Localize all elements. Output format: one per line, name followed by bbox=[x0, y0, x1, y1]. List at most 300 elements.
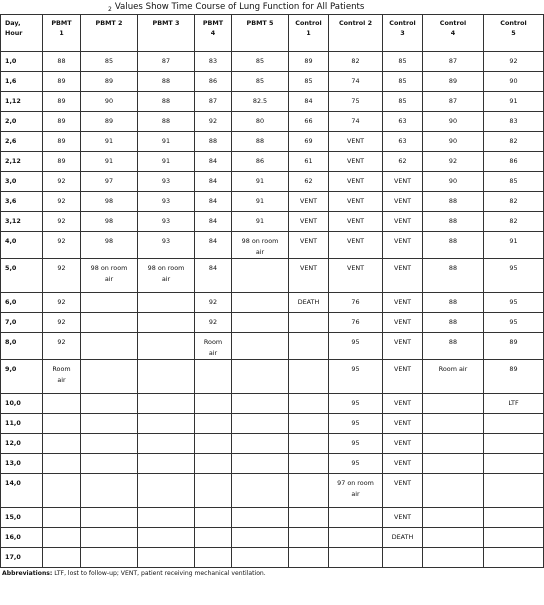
cell-line: 13,0 bbox=[5, 459, 21, 467]
cell-line: 15,0 bbox=[5, 513, 21, 521]
cell-line: 89 bbox=[509, 338, 518, 346]
table-cell bbox=[383, 52, 423, 72]
table-row bbox=[1, 454, 544, 474]
cell-line: Control bbox=[500, 19, 527, 27]
table-cell bbox=[329, 212, 383, 232]
table-cell bbox=[484, 360, 544, 394]
cell-line: 88 bbox=[448, 338, 458, 346]
table-cell bbox=[232, 414, 289, 434]
table-cell bbox=[81, 454, 138, 474]
cell-line: 4 bbox=[450, 29, 456, 37]
table-cell bbox=[195, 508, 232, 528]
cell-line: 89 bbox=[448, 77, 458, 85]
table-cell bbox=[232, 508, 289, 528]
table-cell bbox=[195, 474, 232, 508]
column-header bbox=[43, 15, 81, 52]
cell-line: 1 bbox=[59, 29, 64, 37]
column-header bbox=[81, 15, 138, 52]
table-cell bbox=[138, 414, 195, 434]
table-cell bbox=[43, 293, 81, 313]
table-cell bbox=[138, 132, 195, 152]
table-cell bbox=[484, 52, 544, 72]
day-hour-cell bbox=[1, 360, 43, 394]
table-cell bbox=[43, 528, 81, 548]
table-cell bbox=[138, 52, 195, 72]
cell-line: 88 bbox=[57, 57, 66, 65]
cell-line: 2,12 bbox=[5, 157, 21, 165]
table-cell bbox=[329, 548, 383, 568]
table-cell bbox=[423, 414, 484, 434]
cell-line: 5 bbox=[511, 29, 516, 37]
table-cell bbox=[43, 394, 81, 414]
table-cell bbox=[329, 232, 383, 259]
table-cell bbox=[423, 293, 484, 313]
cell-line: 63 bbox=[398, 137, 407, 145]
table-cell bbox=[232, 92, 289, 112]
table-cell bbox=[138, 112, 195, 132]
cell-line: VENT bbox=[346, 264, 365, 272]
cell-line: VENT bbox=[393, 439, 412, 447]
cell-line: 10,0 bbox=[5, 399, 21, 407]
table-cell bbox=[138, 293, 195, 313]
cell-line: VENT bbox=[393, 365, 412, 373]
table-cell bbox=[484, 333, 544, 360]
cell-line: 88 bbox=[255, 137, 265, 145]
cell-line: 91 bbox=[509, 237, 518, 245]
table-cell bbox=[423, 52, 484, 72]
table-cell bbox=[484, 132, 544, 152]
table-cell bbox=[138, 333, 195, 360]
cell-line: 76 bbox=[351, 298, 360, 306]
table-cell bbox=[43, 152, 81, 172]
table-cell bbox=[195, 72, 232, 92]
cell-line: 84 bbox=[208, 197, 218, 205]
table-cell bbox=[329, 192, 383, 212]
table-cell bbox=[232, 474, 289, 508]
table-cell bbox=[232, 232, 289, 259]
cell-line: 89 bbox=[104, 117, 114, 125]
table-row bbox=[1, 508, 544, 528]
footnote-label: Abbreviations: bbox=[2, 570, 53, 577]
cell-line: 63 bbox=[398, 117, 407, 125]
cell-line: 92 bbox=[57, 197, 66, 205]
cell-line: DEATH bbox=[391, 533, 414, 541]
table-cell bbox=[329, 172, 383, 192]
table-cell bbox=[195, 360, 232, 394]
table-cell bbox=[138, 72, 195, 92]
cell-line: 7,0 bbox=[5, 318, 17, 326]
table-cell bbox=[329, 293, 383, 313]
cell-line: 82.5 bbox=[252, 97, 268, 105]
table-cell bbox=[329, 52, 383, 72]
cell-line: 86 bbox=[255, 157, 265, 165]
cell-line: 4 bbox=[210, 29, 216, 37]
table-cell bbox=[329, 92, 383, 112]
table-cell bbox=[329, 414, 383, 434]
table-cell bbox=[232, 333, 289, 360]
cell-line: 90 bbox=[448, 117, 458, 125]
cell-line: 98 on room bbox=[241, 237, 279, 245]
cell-line: 88 bbox=[161, 117, 171, 125]
table-cell bbox=[484, 454, 544, 474]
cell-line: Day, bbox=[5, 19, 21, 27]
cell-line: 1,6 bbox=[5, 77, 17, 85]
cell-line: VENT bbox=[393, 264, 412, 272]
table-cell bbox=[232, 112, 289, 132]
table-cell bbox=[195, 192, 232, 212]
cell-line: 80 bbox=[255, 117, 265, 125]
cell-line: 93 bbox=[161, 197, 171, 205]
cell-line: 3,12 bbox=[5, 217, 21, 225]
table-cell bbox=[195, 132, 232, 152]
cell-line: 85 bbox=[255, 77, 265, 85]
table-cell bbox=[289, 333, 329, 360]
cell-line: 1 bbox=[306, 29, 311, 37]
cell-line: 86 bbox=[509, 157, 518, 165]
cell-line: 92 bbox=[57, 338, 66, 346]
cell-line: 88 bbox=[161, 77, 171, 85]
table-cell bbox=[195, 528, 232, 548]
cell-line: Control bbox=[389, 19, 416, 27]
table-cell bbox=[81, 72, 138, 92]
day-hour-cell bbox=[1, 508, 43, 528]
table-cell bbox=[484, 92, 544, 112]
cell-line: VENT bbox=[346, 177, 365, 185]
table-cell bbox=[484, 112, 544, 132]
cell-line: 3 bbox=[400, 29, 405, 37]
table-cell bbox=[81, 52, 138, 72]
cell-line: 91 bbox=[509, 97, 518, 105]
table-cell bbox=[383, 548, 423, 568]
day-hour-cell bbox=[1, 333, 43, 360]
table-cell bbox=[423, 212, 484, 232]
table-cell bbox=[329, 72, 383, 92]
table-cell bbox=[232, 454, 289, 474]
table-cell bbox=[423, 72, 484, 92]
table-cell bbox=[383, 172, 423, 192]
lung-function-table bbox=[0, 14, 544, 568]
cell-line: 95 bbox=[351, 419, 360, 427]
cell-line: VENT bbox=[393, 513, 412, 521]
cell-line: 95 bbox=[509, 264, 518, 272]
cell-line: 12,0 bbox=[5, 439, 21, 447]
table-cell bbox=[81, 92, 138, 112]
cell-line: Control bbox=[439, 19, 467, 27]
table-row bbox=[1, 333, 544, 360]
cell-line: 90 bbox=[104, 97, 114, 105]
cell-line: VENT bbox=[393, 177, 412, 185]
table-cell bbox=[289, 454, 329, 474]
table-cell bbox=[232, 52, 289, 72]
cell-line: 14,0 bbox=[5, 479, 21, 487]
day-hour-cell bbox=[1, 72, 43, 92]
table-cell bbox=[195, 112, 232, 132]
cell-line: 89 bbox=[57, 157, 66, 165]
table-cell bbox=[289, 528, 329, 548]
cell-line: 92 bbox=[57, 264, 66, 272]
day-hour-cell bbox=[1, 434, 43, 454]
cell-line: air bbox=[208, 349, 218, 357]
cell-line: 89 bbox=[509, 365, 518, 373]
table-cell bbox=[383, 72, 423, 92]
table-cell bbox=[289, 394, 329, 414]
cell-line: air bbox=[351, 490, 360, 498]
cell-line: VENT bbox=[393, 459, 412, 467]
cell-line: 88 bbox=[208, 137, 218, 145]
cell-line: 95 bbox=[351, 459, 360, 467]
cell-line: VENT bbox=[346, 137, 365, 145]
table-cell bbox=[81, 259, 138, 293]
cell-line: VENT bbox=[299, 264, 318, 272]
table-cell bbox=[289, 112, 329, 132]
table-cell bbox=[289, 92, 329, 112]
footnote-text: LTF, lost to follow-up; VENT, patient receiving mechanical ventilation. bbox=[52, 570, 266, 577]
table-cell bbox=[138, 92, 195, 112]
table-row bbox=[1, 360, 544, 394]
table-cell bbox=[138, 172, 195, 192]
table-cell bbox=[195, 232, 232, 259]
day-hour-cell bbox=[1, 192, 43, 212]
table-cell bbox=[329, 132, 383, 152]
cell-line: 91 bbox=[161, 137, 171, 145]
table-row bbox=[1, 474, 544, 508]
cell-line: 91 bbox=[104, 157, 114, 165]
day-hour-cell bbox=[1, 474, 43, 508]
day-hour-cell bbox=[1, 259, 43, 293]
table-cell bbox=[383, 92, 423, 112]
table-row bbox=[1, 192, 544, 212]
table-cell bbox=[43, 259, 81, 293]
table-row bbox=[1, 414, 544, 434]
table-cell bbox=[138, 360, 195, 394]
table-cell bbox=[232, 259, 289, 293]
table-cell bbox=[232, 192, 289, 212]
cell-line: 90 bbox=[448, 177, 458, 185]
table-row bbox=[1, 212, 544, 232]
table-cell bbox=[81, 232, 138, 259]
table-cell bbox=[289, 360, 329, 394]
cell-line: Room bbox=[52, 365, 71, 373]
table-cell bbox=[81, 212, 138, 232]
cell-line: 62 bbox=[398, 157, 407, 165]
table-cell bbox=[423, 172, 484, 192]
day-hour-cell bbox=[1, 152, 43, 172]
cell-line: 85 bbox=[509, 177, 518, 185]
cell-line: 2,6 bbox=[5, 137, 17, 145]
table-cell bbox=[289, 313, 329, 333]
table-cell bbox=[195, 414, 232, 434]
table-cell bbox=[423, 548, 484, 568]
cell-line: air bbox=[104, 275, 114, 283]
table-row bbox=[1, 313, 544, 333]
cell-line: 92 bbox=[208, 298, 218, 306]
table-cell bbox=[232, 212, 289, 232]
cell-line: 82 bbox=[509, 197, 518, 205]
cell-line: VENT bbox=[393, 237, 412, 245]
table-cell bbox=[232, 72, 289, 92]
table-title bbox=[0, 0, 544, 14]
table-row bbox=[1, 152, 544, 172]
cell-line: PBMT 5 bbox=[246, 19, 274, 27]
cell-line: VENT bbox=[346, 157, 365, 165]
table-cell bbox=[81, 394, 138, 414]
day-hour-cell bbox=[1, 92, 43, 112]
table-cell bbox=[484, 528, 544, 548]
cell-line: 62 bbox=[304, 177, 313, 185]
cell-line: PBMT bbox=[202, 19, 224, 27]
table-cell bbox=[43, 474, 81, 508]
table-cell bbox=[329, 112, 383, 132]
cell-line: 98 on room bbox=[90, 264, 128, 272]
column-header-day-hour bbox=[1, 15, 43, 52]
table-cell bbox=[81, 313, 138, 333]
table-cell bbox=[423, 232, 484, 259]
cell-line: 92 bbox=[208, 318, 218, 326]
cell-line: 17,0 bbox=[5, 553, 21, 561]
table-cell bbox=[43, 112, 81, 132]
cell-line: 92 bbox=[57, 217, 66, 225]
table-cell bbox=[138, 313, 195, 333]
cell-line: Control bbox=[295, 19, 322, 27]
table-row bbox=[1, 259, 544, 293]
table-cell bbox=[383, 508, 423, 528]
cell-line: 89 bbox=[57, 137, 66, 145]
day-hour-cell bbox=[1, 52, 43, 72]
cell-line: 3,6 bbox=[5, 197, 17, 205]
cell-line: DEATH bbox=[297, 298, 320, 306]
table-cell bbox=[195, 152, 232, 172]
table-cell bbox=[232, 293, 289, 313]
table-cell bbox=[423, 259, 484, 293]
cell-line: 8,0 bbox=[5, 338, 17, 346]
cell-line: 88 bbox=[448, 318, 458, 326]
table-cell bbox=[43, 232, 81, 259]
table-row bbox=[1, 232, 544, 259]
day-hour-cell bbox=[1, 172, 43, 192]
cell-line: 85 bbox=[398, 77, 407, 85]
day-hour-cell bbox=[1, 112, 43, 132]
cell-line: PBMT 3 bbox=[152, 19, 180, 27]
table-cell bbox=[329, 313, 383, 333]
cell-line: 89 bbox=[57, 97, 66, 105]
table-cell bbox=[195, 92, 232, 112]
table-cell bbox=[43, 72, 81, 92]
table-cell bbox=[232, 548, 289, 568]
cell-line: 6,0 bbox=[5, 298, 17, 306]
table-cell bbox=[232, 172, 289, 192]
table-cell bbox=[289, 474, 329, 508]
cell-line: air bbox=[57, 376, 66, 384]
table-cell bbox=[232, 394, 289, 414]
table-cell bbox=[329, 474, 383, 508]
cell-line: 84 bbox=[208, 157, 218, 165]
table-cell bbox=[232, 313, 289, 333]
cell-line: 76 bbox=[351, 318, 360, 326]
table-cell bbox=[329, 259, 383, 293]
table-cell bbox=[81, 112, 138, 132]
table-cell bbox=[423, 434, 484, 454]
table-row bbox=[1, 528, 544, 548]
cell-line: VENT bbox=[393, 318, 412, 326]
day-hour-cell bbox=[1, 454, 43, 474]
table-cell bbox=[81, 152, 138, 172]
cell-line: 61 bbox=[304, 157, 313, 165]
cell-line: VENT bbox=[393, 338, 412, 346]
table-cell bbox=[81, 132, 138, 152]
cell-line: 84 bbox=[208, 217, 218, 225]
table-cell bbox=[383, 212, 423, 232]
cell-line: VENT bbox=[393, 197, 412, 205]
cell-line: 87 bbox=[208, 97, 218, 105]
table-cell bbox=[81, 548, 138, 568]
table-row bbox=[1, 293, 544, 313]
table-cell bbox=[289, 132, 329, 152]
cell-line: 2,0 bbox=[5, 117, 17, 125]
day-hour-cell bbox=[1, 132, 43, 152]
cell-line: 74 bbox=[351, 117, 360, 125]
cell-line: 93 bbox=[161, 237, 171, 245]
cell-line: 89 bbox=[304, 57, 313, 65]
table-cell bbox=[195, 394, 232, 414]
day-hour-cell bbox=[1, 313, 43, 333]
cell-line: 91 bbox=[161, 157, 171, 165]
table-cell bbox=[289, 548, 329, 568]
cell-line: 90 bbox=[509, 77, 518, 85]
table-row bbox=[1, 52, 544, 72]
table-cell bbox=[383, 232, 423, 259]
cell-line: 75 bbox=[351, 97, 360, 105]
table-cell bbox=[383, 259, 423, 293]
table-cell bbox=[138, 259, 195, 293]
table-cell bbox=[423, 508, 484, 528]
table-cell bbox=[138, 152, 195, 172]
cell-line: Room air bbox=[438, 365, 468, 373]
table-cell bbox=[43, 212, 81, 232]
cell-line: 88 bbox=[448, 298, 458, 306]
cell-line: 3,0 bbox=[5, 177, 17, 185]
table-cell bbox=[329, 528, 383, 548]
cell-line: 92 bbox=[57, 177, 66, 185]
table-cell bbox=[195, 313, 232, 333]
column-header bbox=[289, 15, 329, 52]
cell-line: VENT bbox=[393, 479, 412, 487]
cell-line: 74 bbox=[351, 77, 360, 85]
table-cell bbox=[289, 72, 329, 92]
table-cell bbox=[195, 212, 232, 232]
table-cell bbox=[81, 333, 138, 360]
table-cell bbox=[81, 474, 138, 508]
table-cell bbox=[195, 52, 232, 72]
table-row bbox=[1, 548, 544, 568]
table-row bbox=[1, 112, 544, 132]
cell-line: PBMT 2 bbox=[95, 19, 123, 27]
cell-line: VENT bbox=[346, 237, 365, 245]
table-cell bbox=[289, 232, 329, 259]
table-cell bbox=[43, 548, 81, 568]
column-header bbox=[195, 15, 232, 52]
table-cell bbox=[81, 528, 138, 548]
table-cell bbox=[484, 293, 544, 313]
table-cell bbox=[81, 360, 138, 394]
cell-line: VENT bbox=[393, 217, 412, 225]
cell-line: 91 bbox=[255, 177, 265, 185]
cell-line: 84 bbox=[208, 177, 218, 185]
cell-line: 95 bbox=[351, 439, 360, 447]
cell-line: 9,0 bbox=[5, 365, 17, 373]
table-cell bbox=[329, 454, 383, 474]
title-text: Values Show Time Course of Lung Function for All Patients bbox=[114, 2, 365, 12]
cell-line: 1,12 bbox=[5, 97, 21, 105]
